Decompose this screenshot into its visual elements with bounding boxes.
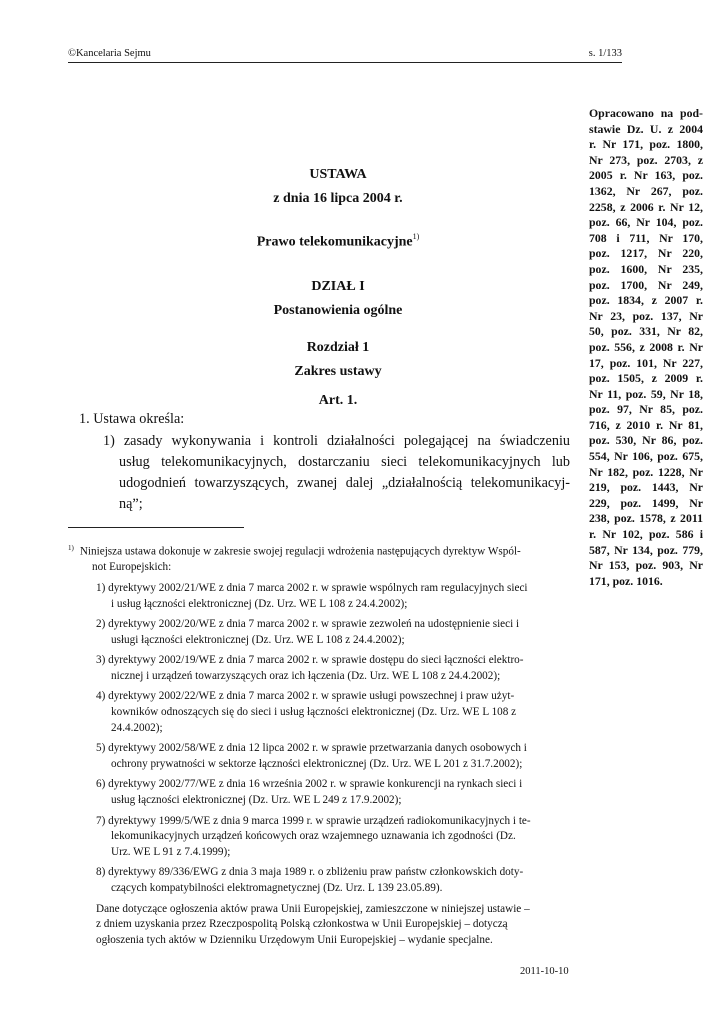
footnote-reference[interactable]: 1) — [412, 232, 420, 241]
footnote-item-line: usługi łączności elektronicznej (Dz. Urz. WE L 108 z 24.4.2002); — [111, 633, 405, 646]
footnote-item-line: usług łączności elektronicznej (Dz. Urz. WE L 249 z 17.9.2002); — [111, 794, 402, 807]
closing-line: ogłoszenia tych aktów w Dzienniku Urzędowym Unii Europejskiej – wydanie specjalne. — [96, 933, 493, 946]
chapter-heading — [68, 336, 608, 384]
footnote-item — [68, 581, 570, 612]
sidebar-line: poz. 1505, z 2009 r. — [589, 371, 703, 386]
footnote-item-line: 2) dyrektywy 2002/20/WE z dnia 7 marca 2002 r. w sprawie zezwoleń na udostępnienie sieci i — [96, 618, 520, 631]
sidebar-line: Nr 153, poz. 903, Nr — [589, 558, 703, 573]
footnotes-section — [68, 541, 570, 948]
footnote-item-line: 8) dyrektywy 89/336/EWG z dnia 3 maja 1989 r. o zbliżeniu praw państw członkowskich doty- — [96, 866, 524, 879]
footnote-item — [68, 865, 570, 896]
sidebar-line: poz. 66, Nr 104, poz. — [589, 215, 703, 230]
division-title: Postanowienia ogólne — [273, 303, 403, 318]
footnote-intro-line: Niniejsza ustawa dokonuje w zakresie swojej regulacji wdrożenia następujących dyrektyw Wspól- — [79, 545, 521, 558]
point-line: usług telekomunikacyjnych, dostarczaniu sieci telekomunikacyjnych lub — [119, 454, 570, 470]
closing-line: Dane dotyczące ogłoszenia aktów prawa Unii Europejskiej, zamieszczone w niniejszej ustawie – — [96, 902, 530, 915]
chapter-title: Zakres ustawy — [294, 364, 382, 379]
sidebar-line: poz. 1217, Nr 220, — [589, 246, 703, 261]
sidebar-line: poz. 97, Nr 85, poz. — [589, 402, 703, 417]
footnote-item-line: 7) dyrektywy 1999/5/WE z dnia 9 marca 1999 r. w sprawie urządzeń radiokomunikacyjnych i te- — [96, 814, 531, 827]
footnote-item-line: kowników odnoszących się do sieci i usług łączności elektronicznej (Dz. Urz. WE L 108 z — [111, 706, 517, 719]
sidebar-line: 2258, z 2006 r. Nr 12, — [589, 199, 703, 214]
sidebar-line: stawie Dz. U. z 2004 — [589, 121, 703, 136]
footnote-directive-list — [68, 581, 570, 897]
footnote-item-line: 4) dyrektywy 2002/22/WE z dnia 7 marca 2002 r. w sprawie usługi powszechnej i praw użyt- — [96, 690, 515, 703]
footnote-separator — [68, 527, 244, 528]
act-date: z dnia 16 lipca 2004 r. — [273, 191, 403, 206]
sidebar-line: Nr 182, poz. 1228, Nr — [589, 464, 703, 479]
footnote-item-line: 5) dyrektywy 2002/58/WE z dnia 12 lipca 2002 r. w sprawie przetwarzania danych osobowych i — [96, 742, 527, 755]
sidebar-line: poz. 1700, Nr 249, — [589, 277, 703, 292]
footnote-item-line: i usług łączności elektronicznej (Dz. Urz. WE L 108 z 24.4.2002); — [111, 597, 408, 610]
footnote-item — [68, 777, 570, 808]
sidebar-line: 238, poz. 1578, z 2011 — [589, 511, 703, 526]
sidebar-line: 716, z 2010 r. Nr 81, — [589, 417, 703, 432]
sidebar-line: Nr 273, poz. 2703, z — [589, 152, 703, 167]
sidebar-line: poz. 530, Nr 86, poz. — [589, 433, 703, 448]
sidebar-line: 229, poz. 1499, Nr — [589, 495, 703, 510]
footnote-item — [68, 653, 570, 684]
footnote-item — [68, 689, 570, 736]
footnote-item-line: nicznej i urządzeń towarzyszących oraz ich łączenia (Dz. Urz. WE L 108 z 24.4.2002); — [111, 669, 501, 682]
sidebar-line: 17, poz. 101, Nr 227, — [589, 355, 703, 370]
chapter-number: Rozdział 1 — [306, 340, 370, 355]
sidebar-line: poz. 556, z 2008 r. Nr — [589, 339, 703, 354]
footnote-intro — [68, 541, 570, 576]
division-number: DZIAŁ I — [311, 279, 365, 294]
sidebar-line: 50, poz. 331, Nr 82, — [589, 324, 703, 339]
sidebar-line: 554, Nr 106, poz. 675, — [589, 449, 703, 464]
footnote-item-line: Urz. WE L 91 z 7.4.1999); — [111, 845, 231, 858]
footnote-marker: 1) — [68, 544, 74, 552]
footnote-item — [68, 617, 570, 648]
sidebar-line: poz. 1834, z 2007 r. — [589, 293, 703, 308]
closing-line: z dniem uzyskania przez Rzeczpospolitą Polską członkostwa w Unii Europejskiej – dotyczą — [96, 918, 508, 931]
sidebar-line: 587, Nr 134, poz. 779, — [589, 542, 703, 557]
act-name: Prawo telekomunikacyjne — [256, 234, 413, 250]
header-source: ©Kancelaria Sejmu — [68, 48, 151, 59]
point-line: ną”; — [119, 496, 143, 512]
sidebar-line: 171, poz. 1016. — [589, 573, 663, 588]
act-type: USTAWA — [309, 167, 367, 182]
footnote-item — [68, 814, 570, 861]
footnote-item-line: 24.4.2002); — [111, 721, 163, 734]
sidebar-line: Nr 11, poz. 59, Nr 18, — [589, 386, 703, 401]
sidebar-line: 708 i 711, Nr 170, — [589, 230, 703, 245]
footnote-item — [68, 741, 570, 772]
footnote-intro-line: not Europejskich: — [92, 561, 172, 574]
division-heading — [68, 275, 608, 323]
header-page-number: s. 1/133 — [588, 48, 622, 59]
footnote-item-line: 1) dyrektywy 2002/21/WE z dnia 7 marca 2002 r. w sprawie wspólnych ram regulacyjnych sieci — [96, 581, 528, 594]
footnote-item-line: 3) dyrektywy 2002/19/WE z dnia 7 marca 2002 r. w sprawie dostępu do sieci łączności elektro- — [96, 654, 524, 667]
footnote-item-line: ochrony prywatności w sektorze łączności elektronicznej (Dz. Urz. WE L 201 z 31.7.2002); — [111, 757, 523, 770]
footer-date: 2011-10-10 — [520, 966, 569, 977]
sidebar-line: Nr 23, poz. 137, Nr — [589, 308, 703, 323]
title-heading — [68, 163, 608, 211]
footnote-item-line: czących kompatybilności elektromagnetycznej (Dz. Urz. L 139 23.05.89). — [111, 882, 443, 895]
article-number: Art. 1. — [318, 393, 358, 408]
article-point-1 — [103, 431, 570, 515]
act-name-block — [68, 226, 608, 255]
sidebar-line: r. Nr 102, poz. 586 i — [589, 527, 703, 542]
paragraph-intro: 1. Ustawa określa: — [79, 411, 185, 427]
point-line: 1) zasady wykonywania i kontroli działalności polegającej na świadczeniu — [103, 433, 570, 449]
footnote-closing-note — [68, 902, 570, 949]
sidebar-line: r. Nr 171, poz. 1800, — [589, 137, 703, 152]
sidebar-line: poz. 1600, Nr 235, — [589, 261, 703, 276]
sidebar-line: 2005 r. Nr 163, poz. — [589, 168, 703, 183]
sidebar-line: 1362, Nr 267, poz. — [589, 183, 703, 198]
sidebar-line: Opracowano na pod- — [589, 106, 703, 120]
point-line: udogodnień towarzyszących, zwanej dalej „działalnością telekomunikacyj- — [119, 475, 570, 491]
sidebar-line: 219, poz. 1443, Nr — [589, 480, 703, 495]
footnote-item-line: 6) dyrektywy 2002/77/WE z dnia 16 września 2002 r. w sprawie konkurencji na rynkach sieci i — [96, 778, 523, 791]
footnote-item-line: lekomunikacyjnych urządzeń końcowych oraz wzajemnego uznawania ich zgodności (Dz. — [111, 830, 516, 843]
page-header — [68, 48, 622, 63]
